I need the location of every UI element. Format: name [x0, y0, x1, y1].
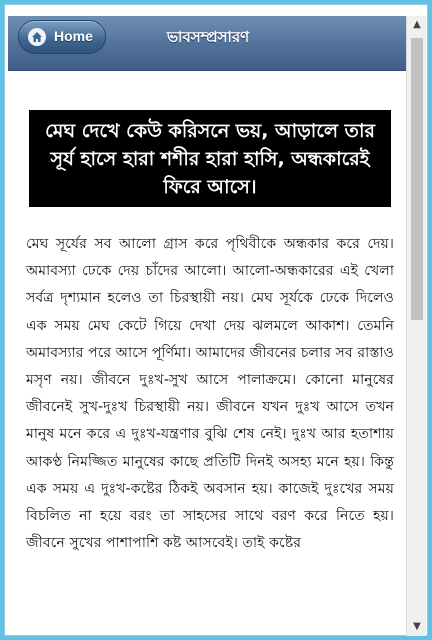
article-content [8, 70, 406, 636]
page-title: ভাবসম্প্রসারণ [166, 28, 250, 46]
article-heading: মেঘ দেখে কেউ করিসনে ভয়, আড়ালে তার সূর্য হাসে হারা শশীর হারা হাসি, অন্ধকারেই ফিরে আসে। [45, 119, 375, 198]
scroll-thumb[interactable] [411, 38, 423, 320]
home-button-label: Home [54, 28, 93, 44]
article-body: মেঘ সূর্যের সব আলো গ্রাস করে পৃথিবীকে অন্ধকার করে দেয়। অমাবস্যা ঢেকে দেয় চাঁদের আলো। আলো-অন্ধকারের এই খেলা সর্বত্র দৃশ্যমান হলেও তা চিরস্থায়ী নয়। মেঘ সূর্যকে ঢেকে দিলেও এক সময় মেঘ কেটে গিয়ে দেখা দেয় ঝলমলে আকাশ। তেমনি অমাবস্যার পরে আসে পূর্ণিমা। আমাদের জীবনের চলার সব রাস্তাও মসৃণ নয়। জীবনে দুঃখ-সুখ আসে পালাক্রমে। কোনো মানুষের জীবনেই সুখ-দুঃখ চিরস্থায়ী নয়। জীবনে যখন দুঃখ আসে তখন মানুষ মনে করে এ দুঃখ-যন্ত্রণার বুঝি শেষ নেই। দুঃখ আর হতাশায় আকণ্ঠ নিমজ্জিত মানুষের কাছে প্রতিটি দিনই অসহ্য মনে হয়। কিন্তু এক সময় এ দুঃখ-কষ্টের ঠিকই অবসান হয়। কাজেই দুঃখের সময় বিচলিত না হয়ে বরং তা সাহসের সাথে বরণ করে নিতে হয়। জীবনে সুখের পাশাপাশি কষ্ট আসবেই। তাই কষ্টের [26, 236, 394, 552]
vertical-scrollbar[interactable] [406, 16, 426, 636]
home-button[interactable] [18, 20, 106, 54]
scroll-down-arrow-icon[interactable]: ▼ [413, 621, 421, 632]
app-window [4, 4, 428, 636]
home-icon [28, 28, 46, 46]
article-heading-box [29, 110, 391, 207]
scroll-up-arrow-icon[interactable]: ▲ [413, 19, 421, 30]
header-bar [8, 16, 406, 71]
